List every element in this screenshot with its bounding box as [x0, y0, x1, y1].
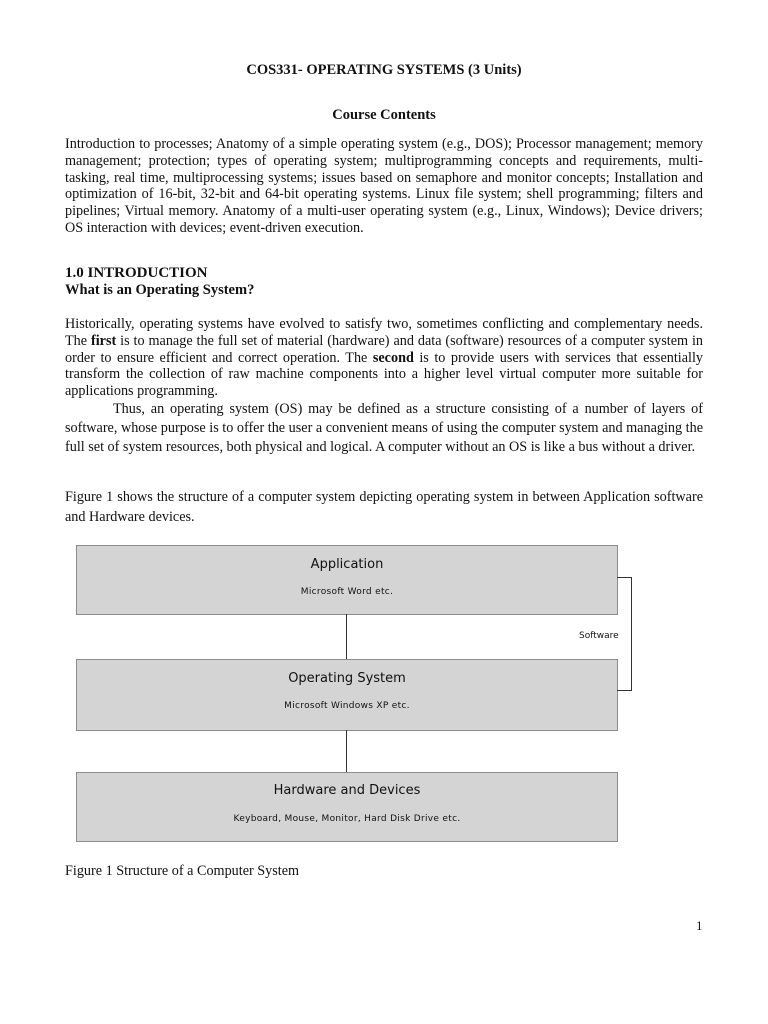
connector-app-os: [346, 614, 347, 659]
introduction-heading: 1.0 INTRODUCTION: [65, 265, 208, 281]
course-contents-paragraph: Introduction to processes; Anatomy of a simple operating system (e.g., DOS); Processor management; memory management; protection; types of operating system; multiprogramming concepts and requirements, multi-tasking, real time, multiprocessing systems; issues based on semaphore and monitor concepts; Installation and optimization of 16-bit, 32-bit and 64-bit operating systems. Linux file system; shell programming; filters and pipelines; Virtual memory. Anatomy of a multi-user operating system (e.g., Linux, Windows); Device drivers; OS interaction with devices; event-driven execution.: [65, 136, 703, 236]
definition-paragraph: [65, 400, 703, 458]
hardware-layer-subtitle: Keyboard, Mouse, Monitor, Hard Disk Drive etc.: [233, 814, 461, 824]
history-text-3: is to provide users with services that essentially transform the collection of raw machine components into a higher level virtual computer more suitable for applications programming.: [65, 349, 703, 400]
connector-os-hw: [346, 730, 347, 772]
application-layer-box: [76, 545, 618, 615]
operating-system-layer-box: [76, 659, 618, 731]
history-first-term: first: [91, 332, 117, 349]
operating-system-layer-title: Operating System: [288, 671, 406, 686]
history-text-1: Historically, operating systems have evolved to satisfy two, sometimes conflicting and complementary needs. The: [65, 316, 703, 349]
hardware-layer-title: Hardware and Devices: [273, 783, 421, 798]
course-contents-heading: Course Contents: [332, 107, 436, 123]
software-label: Software: [579, 631, 619, 641]
definition-text: Thus, an operating system (OS) may be defined as a structure consisting of a number of layers of software, whose purpose is to offer the user a convenient means of using the computer system and managing the full set of system resources, both physical and logical. A computer without an OS is like a bus without a driver.: [65, 401, 703, 456]
history-paragraph: [65, 316, 703, 400]
application-layer-subtitle: Microsoft Word etc.: [300, 587, 394, 597]
application-layer-title: Application: [310, 557, 384, 572]
history-second-term: second: [372, 349, 414, 366]
figure-caption: Figure 1 Structure of a Computer System: [65, 863, 300, 879]
page-number: 1: [696, 918, 703, 933]
course-title: COS331- OPERATING SYSTEMS (3 Units): [246, 62, 522, 78]
introduction-subheading: What is an Operating System?: [65, 282, 255, 298]
history-text-2: is to manage the full set of material (hardware) and data (software) resources of a computer system in order to ensure efficient and correct operation. The: [65, 332, 704, 366]
figure-intro-paragraph: Figure 1 shows the structure of a computer system depicting operating system in between Application software and Hardware devices.: [65, 489, 703, 525]
operating-system-layer-subtitle: Microsoft Windows XP etc.: [284, 701, 410, 711]
hardware-layer-box: [76, 772, 618, 842]
